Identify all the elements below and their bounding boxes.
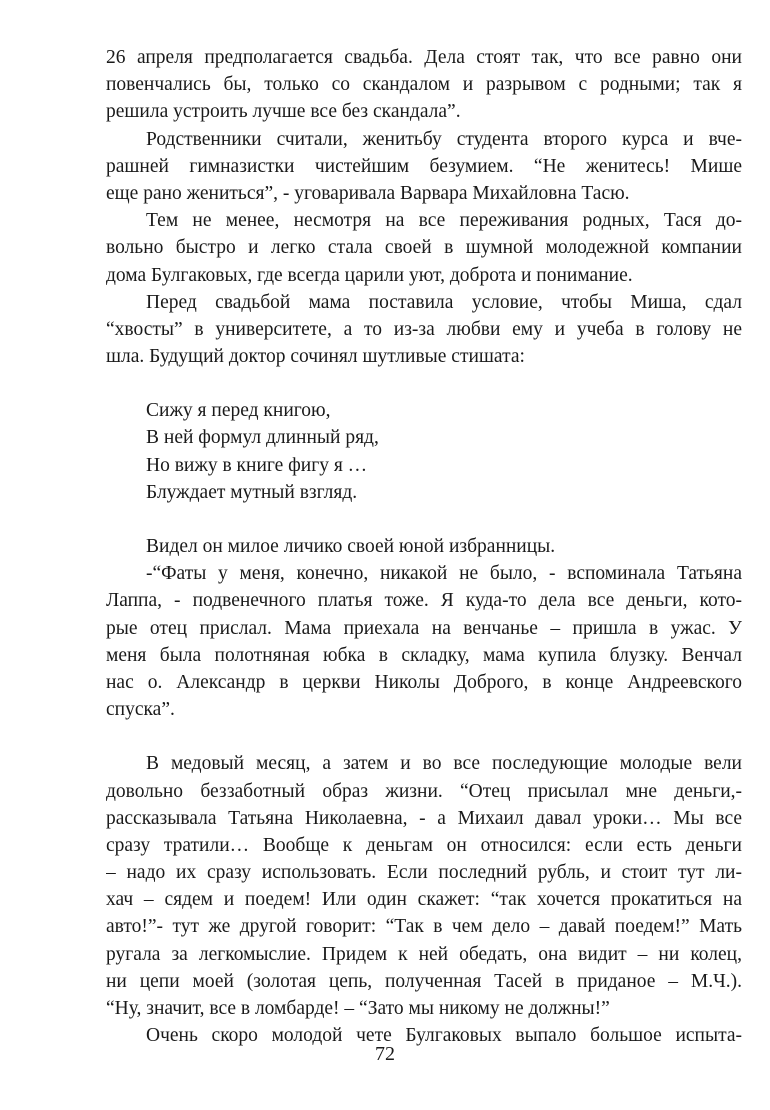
paragraph bbox=[106, 560, 742, 723]
paragraph bbox=[106, 289, 742, 371]
text-line: В медовый месяц, а затем и во все последующие молодые вели bbox=[146, 753, 742, 775]
text-line: спуска”. bbox=[106, 699, 175, 721]
blank-line bbox=[106, 506, 742, 533]
text-line: “Ну, значит, все в ломбарде! – “Зато мы никому не должны!” bbox=[106, 998, 610, 1019]
paragraph bbox=[106, 533, 742, 560]
text-line: сразу тратили… Вообще к деньгам он относился: если есть деньги bbox=[106, 834, 742, 856]
text-line: “хвосты” в университете, а то из-за любви ему и учеба в голову не bbox=[106, 318, 742, 340]
paragraph bbox=[106, 750, 742, 1022]
text-line: рашней гимназистки чистейшим безумием. “Не женитесь! Мише bbox=[106, 155, 742, 177]
text-line: Перед свадьбой мама поставила условие, чтобы Миша, сдал bbox=[146, 291, 742, 313]
verse-line: В ней формул длинный ряд, bbox=[146, 427, 379, 449]
text-line: ни цепи моей (золотая цепь, полученная Тасей в приданое – М.Ч.). bbox=[106, 970, 742, 992]
poem-stanza bbox=[106, 397, 742, 506]
text-line: Лаппа, - подвенечного платья тоже. Я куда-то дела все деньги, кото- bbox=[106, 590, 742, 612]
page-body bbox=[106, 44, 742, 1049]
text-line: -“Фаты у меня, конечно, никакой не было, - вспоминала Татьяна bbox=[146, 563, 742, 585]
blank-line bbox=[106, 370, 742, 397]
text-line: рассказывала Татьяна Николаевна, - а Михаил давал уроки… Мы все bbox=[106, 807, 742, 829]
text-line: Видел он милое личико своей юной избранницы. bbox=[146, 536, 556, 557]
paragraph bbox=[106, 207, 742, 289]
paragraph bbox=[106, 44, 742, 126]
text-line: Родственники считали, женитьбу студента второго курса и вче- bbox=[146, 128, 742, 150]
verse-line: Сижу я перед книгою, bbox=[146, 400, 331, 422]
text-line: рые отец прислал. Мама приехала на венчанье – пришла в ужас. У bbox=[106, 617, 742, 639]
text-line: Тем не менее, несмотря на все переживания родных, Тася до- bbox=[146, 210, 742, 232]
blank-line bbox=[106, 723, 742, 750]
verse-line: Но вижу в книге фигу я … bbox=[146, 454, 368, 476]
text-line: хач – сядем и поедем! Или один скажет: “так хочется прокатиться на bbox=[106, 889, 742, 911]
text-line: меня была полотняная юбка в складку, мама купила блузку. Венчал bbox=[106, 644, 742, 666]
text-line: довольно беззаботный образ жизни. “Отец присылал мне деньги,- bbox=[106, 780, 742, 802]
paragraph bbox=[106, 126, 742, 208]
text-line: шла. Будущий доктор сочинял шутливые стишата: bbox=[106, 346, 525, 368]
text-line: повенчались бы, только со скандалом и разрывом с родными; так я bbox=[106, 74, 742, 96]
text-line: вольно быстро и легко стала своей в шумной молодежной компании bbox=[106, 237, 742, 259]
text-line: нас о. Александр в церкви Николы Доброго, в конце Андреевского bbox=[106, 671, 742, 693]
page-number: 72 bbox=[375, 1043, 395, 1065]
text-line: 26 апреля предполагается свадьба. Дела стоят так, что все равно они bbox=[106, 47, 742, 68]
text-line: решила устроить лучше все без скандала”. bbox=[106, 101, 461, 123]
text-line: авто!”- тут же другой говорит: “Так в чем дело – давай поедем!” Мать bbox=[106, 916, 742, 938]
text-line: ругала за легкомыслие. Придем к ней обедать, она видит – ни колец, bbox=[106, 943, 742, 965]
text-line: Очень скоро молодой чете Булгаковых выпало большое испыта- bbox=[146, 1025, 742, 1047]
text-line: дома Булгаковых, где всегда царили уют, доброта и понимание. bbox=[106, 264, 633, 286]
text-line: – надо их сразу использовать. Если последний рубль, и стоит тут ли- bbox=[106, 862, 742, 884]
text-line: еще рано жениться”, - уговаривала Варвара Михайловна Тасю. bbox=[106, 182, 630, 204]
verse-line: Блуждает мутный взгляд. bbox=[146, 481, 358, 503]
